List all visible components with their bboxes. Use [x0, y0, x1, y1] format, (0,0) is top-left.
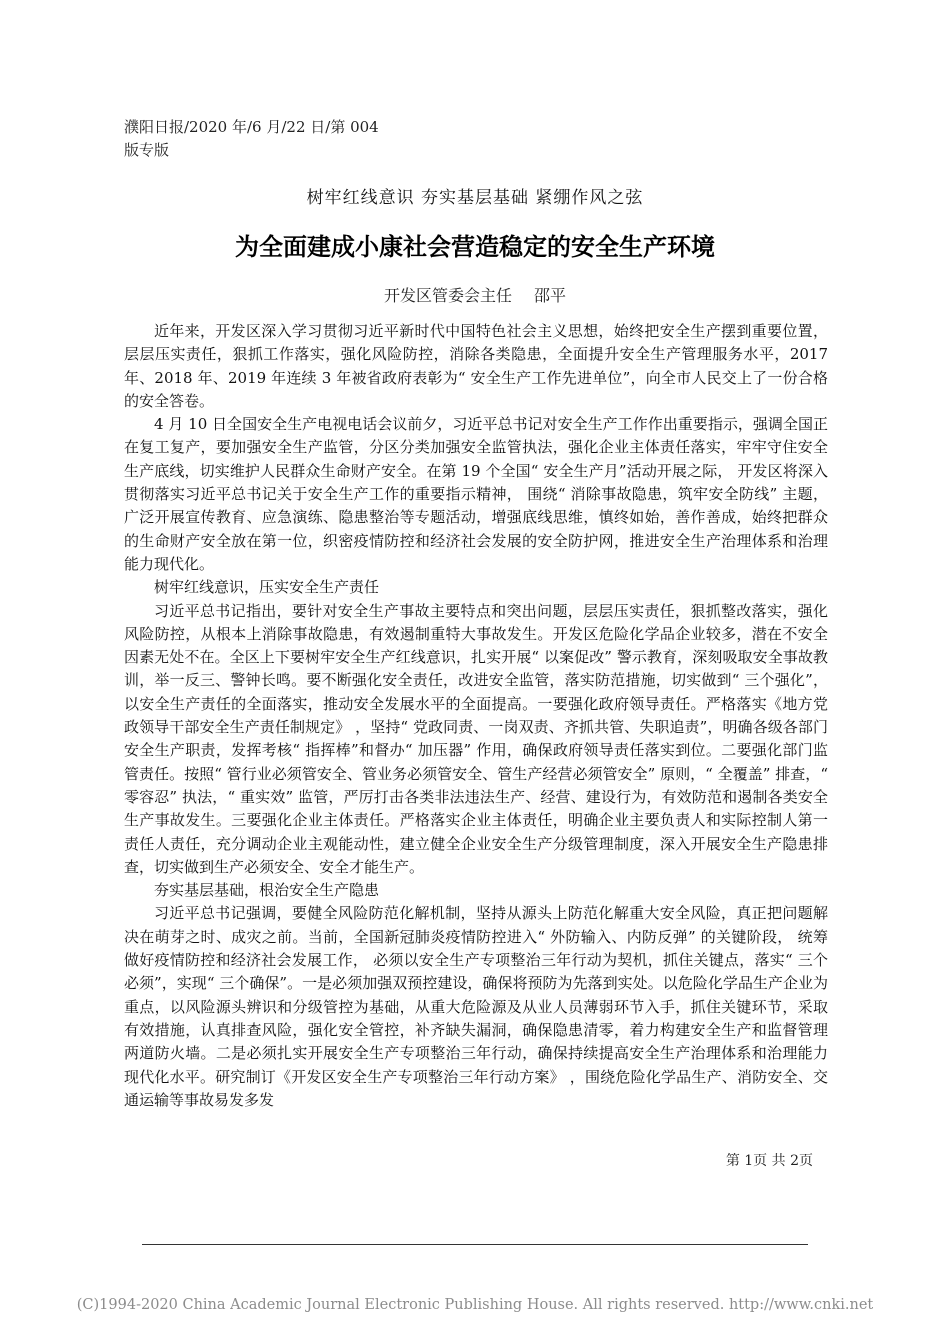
section-heading-responsibility: 树牢红线意识，压实安全生产责任 [154, 578, 380, 597]
article-body [124, 320, 828, 1112]
author-line [0, 283, 950, 306]
paragraph-intro: 近年来，开发区深入学习贯彻习近平新时代中国特色社会主义思想，始终把安全生产摆到重要位置，层层压实责任，狠抓工作落实，强化风险防控，消除各类隐患，全面提升安全生产管理服务水平，2017 年、2018 年、2019 年连续 3 年被省政府表彰为“ 安全生产工作先进单位”，向全市人民交上了一份合格的安全答卷。 [124, 322, 828, 410]
section-heading-foundation: 夯实基层基础，根治安全生产隐患 [154, 881, 380, 900]
source-citation: 濮阳日报/2020 年/6 月/22 日/第 004 版专版 [124, 118, 379, 159]
footer-divider [142, 1244, 808, 1245]
paragraph-responsibility: 习近平总书记指出，要针对安全生产事故主要特点和突出问题，层层压实责任，狠抓整改落实，强化风险防控，从根本上消除事故隐患，有效遏制重特大事故发生。开发区危险化学品企业较多，潜在不安全因素无处不在。全区上下要树牢安全生产红线意识，扎实开展“ 以案促改” 警示教育，深刻吸取安全事故教训，举一反三、警钟长鸣。要不断强化安全责任，改进安全监管，落实防范措施，切实做到“ 三个强化”，以安全生产责任的全面落实，推动安全发展水平的全面提高。一要强化政府领导责任。严格落实《地方党政领导干部安全生产责任制规定》 ，坚持“ 党政同责、一岗双责、齐抓共管、失职追责”，明确各级各部门安全生产职责，发挥考核“ 指挥棒”和督办“ 加压器” 作用，确保政府领导责任落实到位。二要强化部门监管责任。按照“ 管行业必须管安全、管业务必须管安全、管生产经营必须管安全” 原则，“ 全覆盖” 排查，“ 零容忍” 执法，“ 重实效” 监管，严厉打击各类非法违法生产、经营、建设行为，有效防范和遏制各类安全生产事故发生。三要强化企业主体责任。严格落实企业主体责任，明确企业主要负责人和实际控制人第一责任人责任，充分调动企业主观能动性，建立健全企业安全生产分级管理制度，深入开展安全生产隐患排查，切实做到生产必须安全、安全才能生产。 [124, 601, 828, 876]
copyright-notice: (C)1994-2020 China Academic Journal Electronic Publishing House. All rights reserved. http://www.cnki.net [76, 1297, 874, 1313]
author-name: 邵平 [534, 286, 567, 305]
paragraph-foundation: 习近平总书记强调，要健全风险防范化解机制，坚持从源头上防范化解重大安全风险，真正把问题解决在萌芽之时、成灾之前。当前，全国新冠肺炎疫情防控进入“ 外防输入、内防反弹” 的关键阶段， 统筹做好疫情防控和经济社会发展工作， 必须以安全生产专项整治三年行动为契机，抓住关键点，落实“ 三个必须”，实现“ 三个确保”。一是必须加强双预控建设，确保将预防为先落到实处。以危险化学品生产企业为重点，以风险源头辨识和分级管控为基础，从重大危险源及从业人员薄弱环节入手，抓住关键环节，采取有效措施，认真排查风险，强化安全管控，补齐缺失漏洞，确保隐患清零，着力构建安全生产和监督管理两道防火墙。二是必须扎实开展安全生产专项整治三年行动，确保持续提高安全生产治理体系和治理能力现代化水平。研究制订《开发区安全生产专项整治三年行动方案》 ，围绕危险化学品生产、消防安全、交通运输等事故易发多发 [124, 904, 828, 1109]
author-position: 开发区管委会主任 [383, 286, 512, 305]
page-number: 第 1页 共 2页 [725, 1153, 813, 1169]
article-title: 为全面建成小康社会营造稳定的安全生产环境 [235, 233, 715, 261]
article-subtitle: 树牢红线意识 夯实基层基础 紧绷作风之弦 [306, 188, 644, 208]
paragraph-instructions: 4 月 10 日全国安全生产电视电话会议前夕，习近平总书记对安全生产工作作出重要指示，强调全国正在复工复产，要加强安全生产监管，分区分类加强安全监管执法，强化企业主体责任落实，牢牢守住安全生产底线，切实维护人民群众生命财产安全。在第 19 个全国“ 安全生产月”活动开展之际， 开发区将深入贯彻落实习近平总书记关于安全生产工作的重要指示精神， 围绕“ 消除事故隐患，筑牢安全防线” 主题，广泛开展宣传教育、应急演练、隐患整治等专题活动，增强底线思维，慎终如始，善作善成，始终把群众的生命财产安全放在第一位，织密疫情防控和经济社会发展的安全防护网，推进安全生产治理体系和治理能力现代化。 [124, 415, 828, 573]
